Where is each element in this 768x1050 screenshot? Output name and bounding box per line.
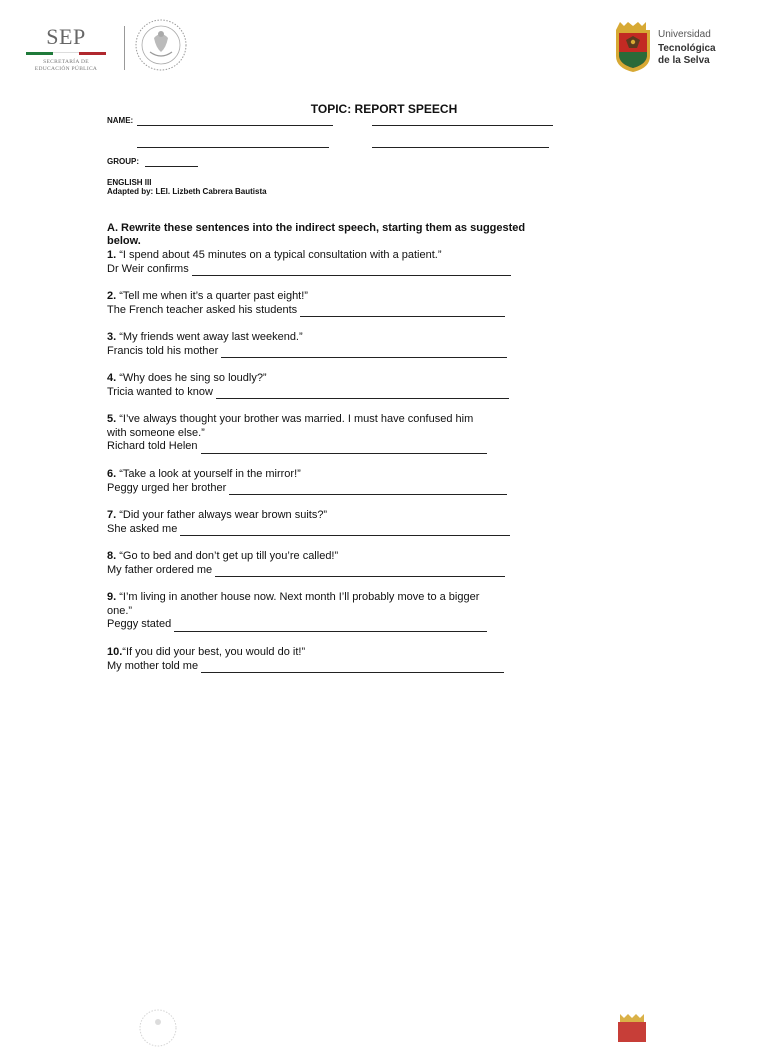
item-number: 8. [107,550,117,562]
item-quote-text: “I’ve always thought your brother was married. I must have confused him with someone else.” [107,413,474,439]
item-number: 10. [107,646,123,658]
name-line-4[interactable] [372,147,549,148]
item-prompt: Dr Weir confirms [107,262,189,275]
item-quote-text: “I spend about 45 minutes on a typical consultation with a patient.” [116,249,442,261]
answer-line[interactable] [174,622,487,632]
university-name-line2: Tecnológica [658,43,716,54]
item-number: 4. [107,372,117,384]
exercise-item-2 [107,290,547,317]
item-quote [107,413,487,440]
item-quote-text: “Did your father always wear brown suits?” [116,509,328,521]
exercise-instructions: A. Rewrite these sentences into the indirect speech, starting them as suggested below. [107,222,526,247]
item-quote-text: “Go to bed and don’t get up till you’re called!” [116,550,339,562]
exercise-item-5 [107,413,487,454]
university-name-line1: Universidad [658,29,711,40]
item-prompt: Richard told Helen [107,440,198,452]
sep-logo-line2: EDUCACIÓN PÚBLICA [34,66,98,72]
item-number: 3. [107,331,117,343]
item-quote-text: “Take a look at yourself in the mirror!” [116,468,301,480]
item-quote [107,331,547,345]
name-line-1[interactable] [137,125,333,126]
item-quote-text: “My friends went away last weekend.” [116,331,303,343]
item-prompt: She asked me [107,522,178,535]
adapted-by: Adapted by: LEI. Lizbeth Cabrera Bautista [107,187,267,196]
item-prompt: Peggy urged her brother [107,481,227,494]
university-name-line3: de la Selva [658,55,710,66]
item-prompt: Francis told his mother [107,344,219,357]
item-quote-text: “I’m living in another house now. Next month I’ll probably move to a bigger one.” [107,591,480,617]
item-quote [107,646,547,660]
answer-line[interactable] [216,389,509,399]
course-name: ENGLISH III [107,178,152,187]
item-number: 7. [107,509,117,521]
exercise-item-4 [107,372,547,399]
exercise-item-6 [107,468,547,495]
page-title: TOPIC: REPORT SPEECH [310,102,458,116]
answer-line[interactable] [201,663,504,673]
name-label: NAME: [107,116,134,125]
name-line-2[interactable] [372,125,553,126]
exercise-item-9 [107,591,487,632]
item-quote [107,468,547,482]
item-number: 6. [107,468,117,480]
sep-logo-line1: SECRETARÍA DE [43,59,89,65]
answer-line[interactable] [215,567,505,577]
item-prompt: My father ordered me [107,563,213,576]
item-quote-text: “Tell me when it’s a quarter past eight!” [116,290,308,302]
sep-logo-word: SEP [46,24,86,49]
item-prompt: The French teacher asked his students [107,303,298,316]
exercise-item-10 [107,646,547,673]
answer-line[interactable] [201,444,488,454]
footer-shield-icon [614,1010,650,1050]
name-line-3[interactable] [137,147,329,148]
group-label: GROUP: [107,157,139,166]
item-number: 2. [107,290,117,302]
sep-logo-color-bar [26,52,106,55]
item-quote [107,372,547,386]
exercise-item-7 [107,509,547,536]
item-number: 5. [107,413,117,425]
logo-divider [124,26,125,70]
item-quote [107,550,547,564]
answer-line[interactable] [229,485,507,495]
item-quote [107,290,547,304]
exercise-item-1 [107,249,547,276]
answer-line[interactable] [300,307,505,317]
item-number: 1. [107,249,117,261]
item-quote [107,591,487,618]
item-quote [107,509,547,523]
item-prompt: Tricia wanted to know [107,385,213,398]
exercise-item-3 [107,331,547,358]
item-quote [107,249,547,263]
sep-logo [26,24,106,76]
answer-line[interactable] [180,526,510,536]
answer-line[interactable] [221,348,507,358]
answer-line[interactable] [192,266,511,276]
item-prompt: My mother told me [107,659,199,672]
item-prompt: Peggy stated [107,618,172,630]
mexico-coat-of-arms-icon [134,18,188,72]
university-shield-icon [612,18,654,74]
footer-seal-icon [138,1008,178,1048]
group-line[interactable] [145,166,198,167]
item-quote-text: “If you did your best, you would do it!” [122,646,306,658]
exercise-item-8 [107,550,547,577]
item-number: 9. [107,591,117,603]
item-quote-text: “Why does he sing so loudly?” [116,372,267,384]
